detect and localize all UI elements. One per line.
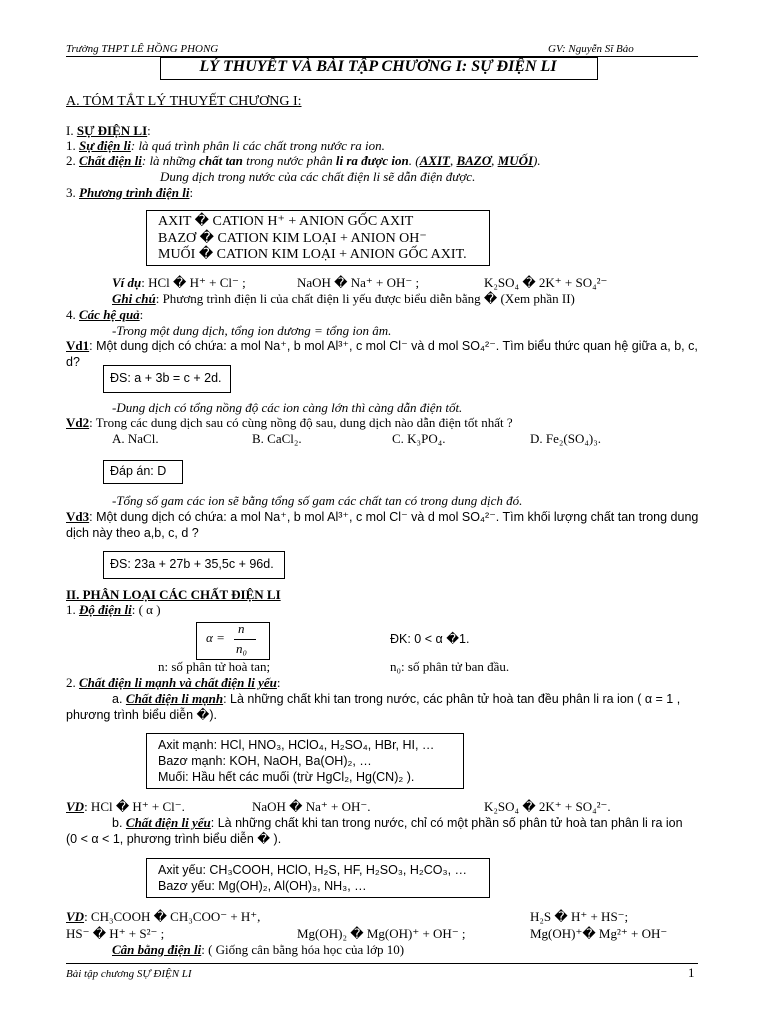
example-row: Ví dụ: HCl � H⁺ + Cl⁻ ;: [112, 275, 246, 290]
vd-strong-eq-3: K₂SO₄ � 2K⁺ + SO₄²⁻.: [484, 799, 611, 814]
formula-lhs: α =: [206, 630, 225, 645]
weak-bases: Bazơ yếu: Mg(OH)₂, Al(OH)₃, NH₃, …: [158, 879, 367, 893]
weak-acids: Axit yếu: CH₃COOH, HClO, H₂S, HF, H₂SO₃, H₂CO₃, …: [158, 863, 468, 877]
section-1-heading: I. SỰ ĐIỆN LI:: [66, 123, 151, 138]
header-teacher: GV: Nguyễn Sĩ Bảo: [548, 43, 634, 55]
option-d: D. Fe₂(SO₄)₃.: [530, 431, 602, 446]
example-eq-3: K₂SO₄ � 2K⁺ + SO₄²⁻: [484, 275, 608, 290]
vd-weak-eq-5: Mg(OH)⁺� Mg²⁺ + OH⁻: [530, 926, 668, 941]
can-bang-dien-li: Cân bằng điện li: ( Giống cân bằng hóa học của lớp 10): [112, 942, 405, 957]
answer-3: ĐS: 23a + 27b + 35,5c + 96d.: [110, 557, 274, 571]
ghi-chu: Ghi chú: Phương trình điện li của chất điện li yếu được biểu diễn bằng � (Xem phần II): [112, 291, 575, 306]
consequence-2: -Dung dịch có tổng nồng độ các ion càng lớn thì càng dẫn điện tốt.: [112, 400, 463, 415]
answer-2: Đáp án: D: [110, 464, 167, 478]
vd-strong: VD: HCl � H⁺ + Cl⁻.: [66, 799, 185, 814]
footer-rule: [66, 963, 698, 964]
weak-electrolyte-cont: (0 < α < 1, phương trình biểu diễn � ).: [66, 832, 282, 846]
vd-weak-eq-3: HS⁻ � H⁺ + S²⁻ ;: [66, 926, 165, 941]
box-line-1: AXIT � CATION H⁺ + ANION GỐC AXIT: [158, 214, 414, 229]
vd1: Vd1: Một dung dịch có chứa: a mol Na⁺, b mol Al³⁺, c mol Cl⁻ và d mol SO₄²⁻. Tìm biểu thức quan hệ giữa a, b, c,: [66, 338, 698, 353]
item-2-note: Dung dịch trong nước của các chất điện li sẽ dẫn điện được.: [160, 169, 476, 184]
page-number: 1: [688, 965, 695, 980]
item-1: 1. Sự điện li: là quá trình phân li các chất trong nước ra ion.: [66, 138, 385, 153]
footer-title: Bài tập chương SỰ ĐIỆN LI: [66, 968, 192, 980]
header-school: Trường THPT LÊ HỒNG PHONG: [66, 43, 219, 55]
option-a: A. NaCl.: [112, 431, 159, 446]
item-2-2: 2. Chất điện li mạnh và chất điện li yếu:: [66, 675, 281, 690]
weak-electrolyte: b. Chất điện li yếu: Là những chất khi tan trong nước, chỉ có một phần số phân tử hoà tan phân li ra ion: [112, 815, 683, 830]
vd-weak: VD: CH₃COOH � CH₃COO⁻ + H⁺,: [66, 909, 261, 924]
vd2: Vd2: Trong các dung dịch sau có cùng nồng độ sau, dung dịch nào dẫn điện tốt nhất ?: [66, 415, 513, 430]
consequence-3: -Tổng số gam các ion sẽ bằng tổng số gam các chất tan có trong dung dịch đó.: [112, 493, 523, 508]
item-2: 2. Chất điện li: là những chất tan trong nước phân li ra được ion. (AXIT, BAZƠ, MUỐI).: [66, 153, 541, 168]
vd-weak-eq-4: Mg(OH)₂ � Mg(OH)⁺ + OH⁻ ;: [297, 926, 466, 941]
vd3: Vd3: Một dung dịch có chứa: a mol Na⁺, b mol Al³⁺, c mol Cl⁻ và d mol SO₄²⁻. Tìm khối lượng chất tan trong dung: [66, 509, 699, 524]
item-2-1: 1. Độ điện li: ( α ): [66, 602, 161, 617]
consequence-1: -Trong một dung dịch, tổng ion dương = tổng ion âm.: [112, 323, 392, 338]
option-c: C. K₃PO₄.: [392, 431, 446, 446]
vd3-cont: dịch này theo a,b, c, d ?: [66, 526, 199, 540]
item-4: 4. Các hệ quả:: [66, 307, 144, 322]
section-a-heading: A. TÓM TẮT LÝ THUYẾT CHƯƠNG I:: [66, 94, 302, 109]
vd-strong-eq-2: NaOH � Na⁺ + OH⁻.: [252, 799, 371, 814]
n-definition: n: số phân tử hoà tan;: [158, 659, 271, 674]
vd1-cont: d?: [66, 355, 80, 369]
strong-electrolyte: a. Chất điện li mạnh: Là những chất khi tan trong nước, các phân tử hoà tan đều phân li ra ion ( α = 1 ,: [112, 691, 681, 706]
item-3: 3. Phương trình điện li:: [66, 185, 194, 200]
example-eq-2: NaOH � Na⁺ + OH⁻ ;: [297, 275, 420, 290]
box-line-3: MUỐI � CATION KIM LOẠI + ANION GỐC AXIT.: [158, 247, 467, 262]
salts: Muối: Hầu hết các muối (trừ HgCl₂, Hg(CN)₂ ).: [158, 770, 415, 784]
n0-definition: n₀: số phân tử ban đầu.: [390, 659, 510, 674]
option-b: B. CaCl₂.: [252, 431, 302, 446]
strong-acids: Axit mạnh: HCl, HNO₃, HClO₄, H₂SO₄, HBr, HI, …: [158, 738, 435, 752]
page-title: LÝ THUYẾT VÀ BÀI TẬP CHƯƠNG I: SỰ ĐIỆN LI: [199, 58, 557, 75]
strong-bases: Bazơ mạnh: KOH, NaOH, Ba(OH)₂, …: [158, 754, 372, 768]
vd-weak-eq-2: H₂S � H⁺ + HS⁻;: [530, 909, 629, 924]
box-line-2: BAZƠ � CATION KIM LOẠI + ANION OH⁻: [158, 231, 427, 246]
formula-num: n: [238, 621, 245, 636]
section-2-heading: II. PHÂN LOẠI CÁC CHẤT ĐIỆN LI: [66, 587, 281, 602]
condition: ĐK: 0 < α �1.: [390, 632, 470, 646]
answer-1: ĐS: a + 3b = c + 2d.: [110, 371, 222, 385]
formula-den: n₀: [236, 641, 248, 656]
strong-electrolyte-cont: phương trình biểu diễn �).: [66, 708, 217, 722]
fraction-bar: [234, 639, 256, 640]
